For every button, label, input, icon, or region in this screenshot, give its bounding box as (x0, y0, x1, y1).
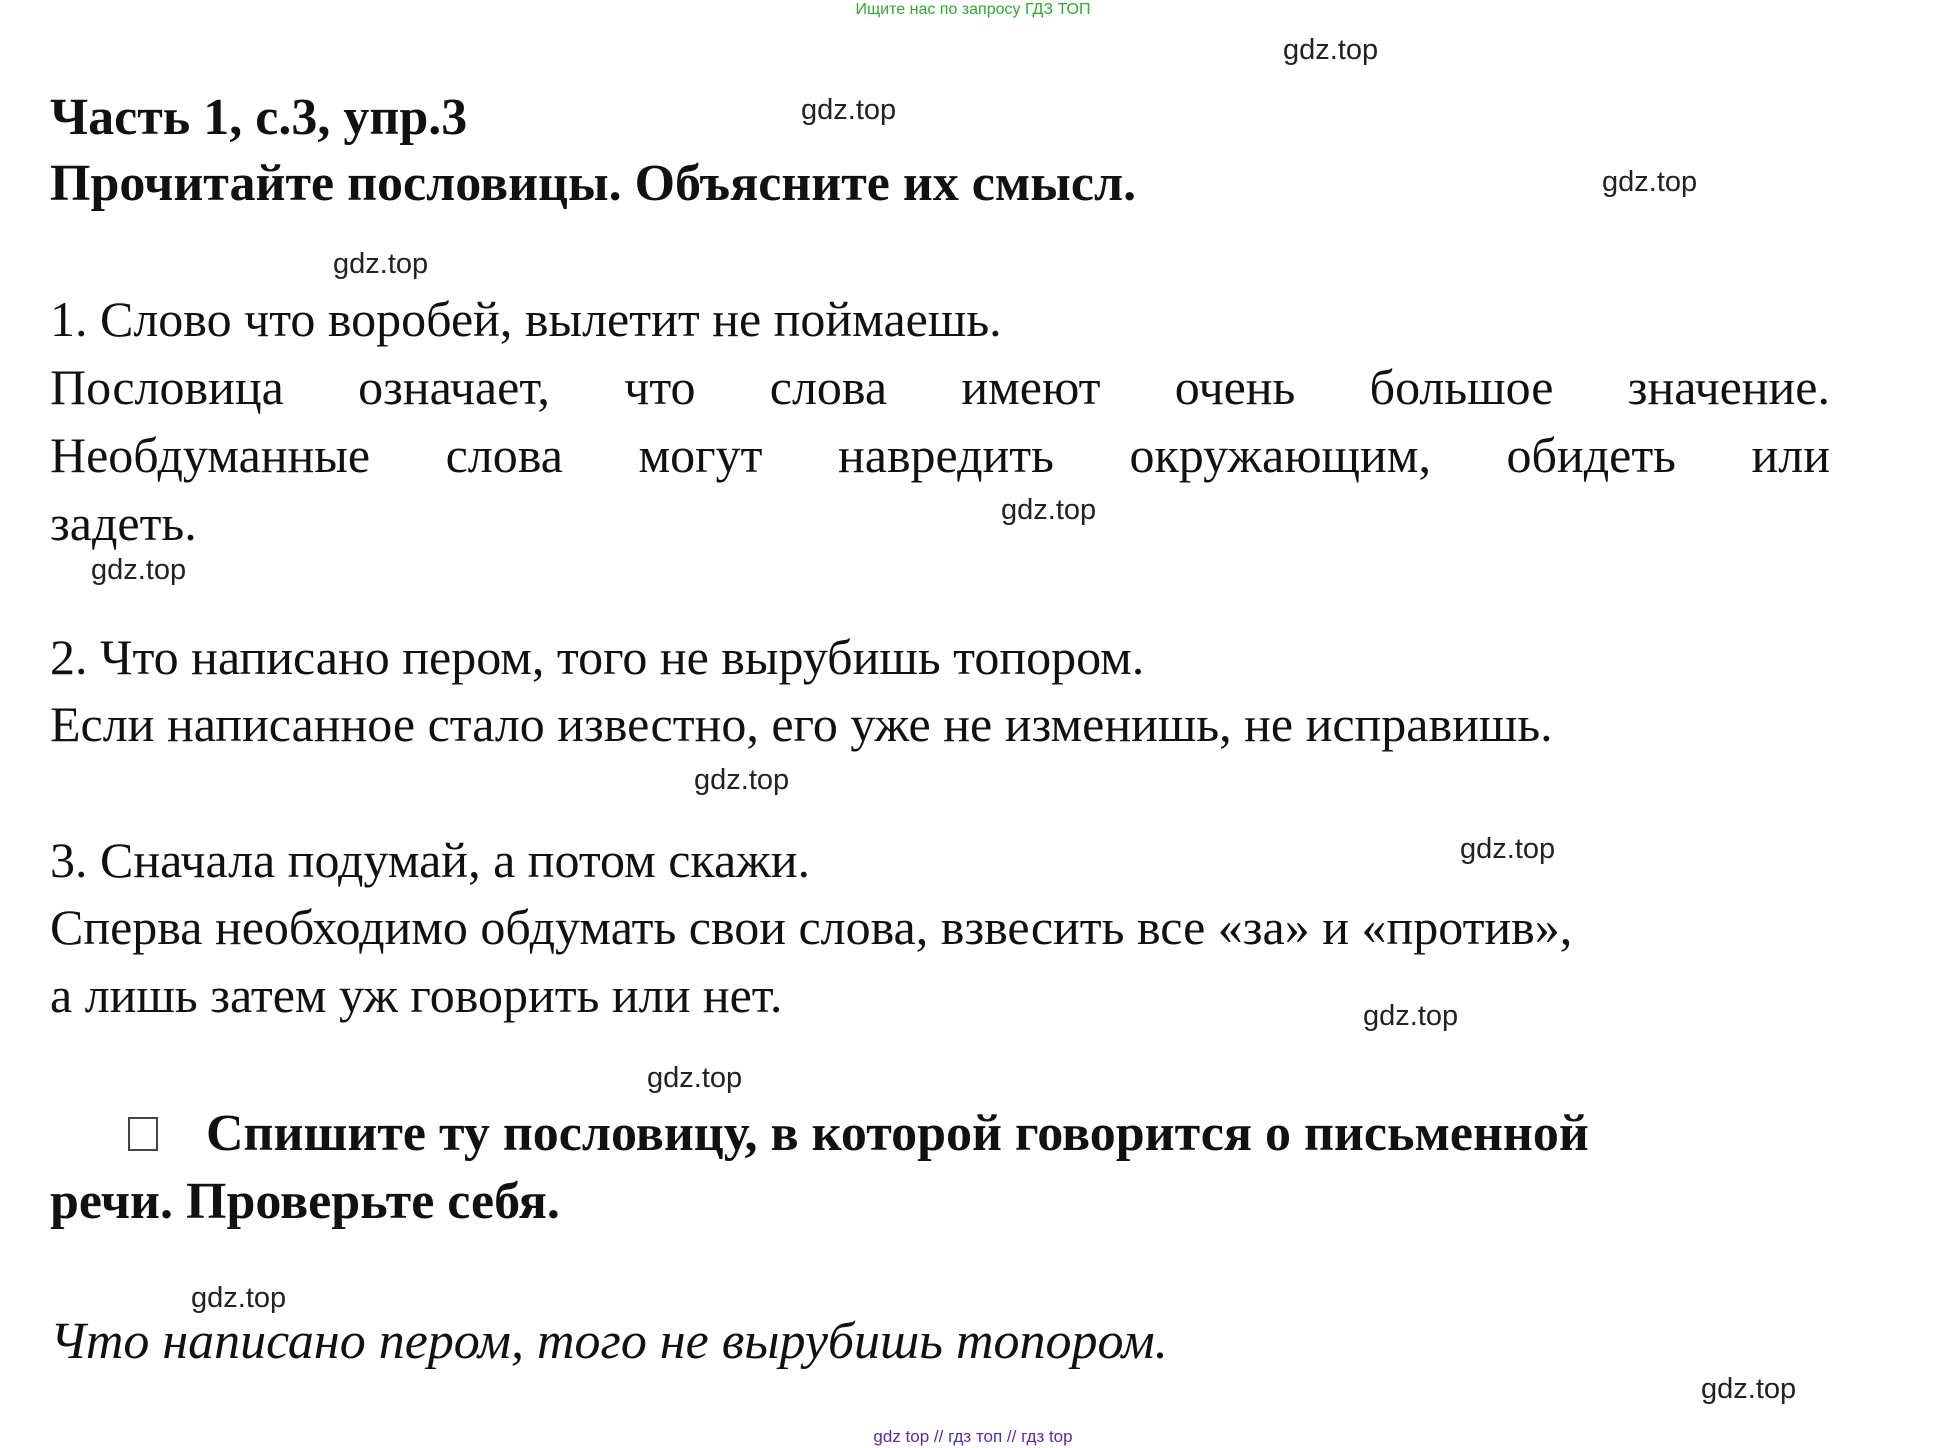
watermark: gdz.top (1283, 34, 1379, 66)
task-text: Спишите ту пословицу, в которой говорится о письменной (206, 1105, 1589, 1162)
explanation-1-line: Пословица означает, что слова имеют очень большое значение. (50, 359, 1830, 415)
watermark: gdz.top (1460, 833, 1556, 865)
task-line-1 (50, 1104, 1589, 1163)
watermark: gdz.top (647, 1062, 743, 1094)
proverb-2: 2. Что написано пером, того не вырубишь топором. (50, 629, 1145, 685)
watermark: gdz.top (694, 764, 790, 796)
explanation-3-line: Сперва необходимо обдумать свои слова, взвесить все «за» и «против», (50, 899, 1573, 955)
answer: Что написано пером, того не вырубишь топором. (50, 1313, 1168, 1370)
explanation-2-line: Если написанное стало известно, его уже не изменишь, не исправишь. (50, 696, 1553, 752)
watermark: gdz.top (1363, 1000, 1459, 1032)
watermark: gdz.top (191, 1282, 287, 1314)
instruction: Прочитайте пословицы. Объясните их смысл. (50, 155, 1137, 212)
explanation-1-line: Необдуманные слова могут навредить окружающим, обидеть или (50, 427, 1830, 483)
watermark: gdz.top (1701, 1373, 1797, 1405)
explanation-1-line: задеть. (50, 495, 197, 551)
explanation-3-line: а лишь затем уж говорить или нет. (50, 967, 783, 1023)
watermark: gdz.top (801, 94, 897, 126)
footer: gdz top // гдз топ // гдз top (873, 1427, 1073, 1446)
watermark: gdz.top (333, 248, 429, 280)
proverb-1: 1. Слово что воробей, вылетит не поймаешь. (50, 291, 1002, 347)
watermark: gdz.top (91, 554, 187, 586)
watermark: gdz.top (1001, 494, 1097, 526)
top-banner: Ищите нас по запросу ГДЗ ТОП (855, 1, 1091, 18)
task-line-2: речи. Проверьте себя. (50, 1173, 560, 1230)
watermark: gdz.top (1602, 166, 1698, 198)
page-title: Часть 1, с.3, упр.3 (50, 89, 468, 146)
checkbox-icon (128, 1117, 158, 1151)
proverb-3: 3. Сначала подумай, а потом скажи. (50, 832, 810, 888)
